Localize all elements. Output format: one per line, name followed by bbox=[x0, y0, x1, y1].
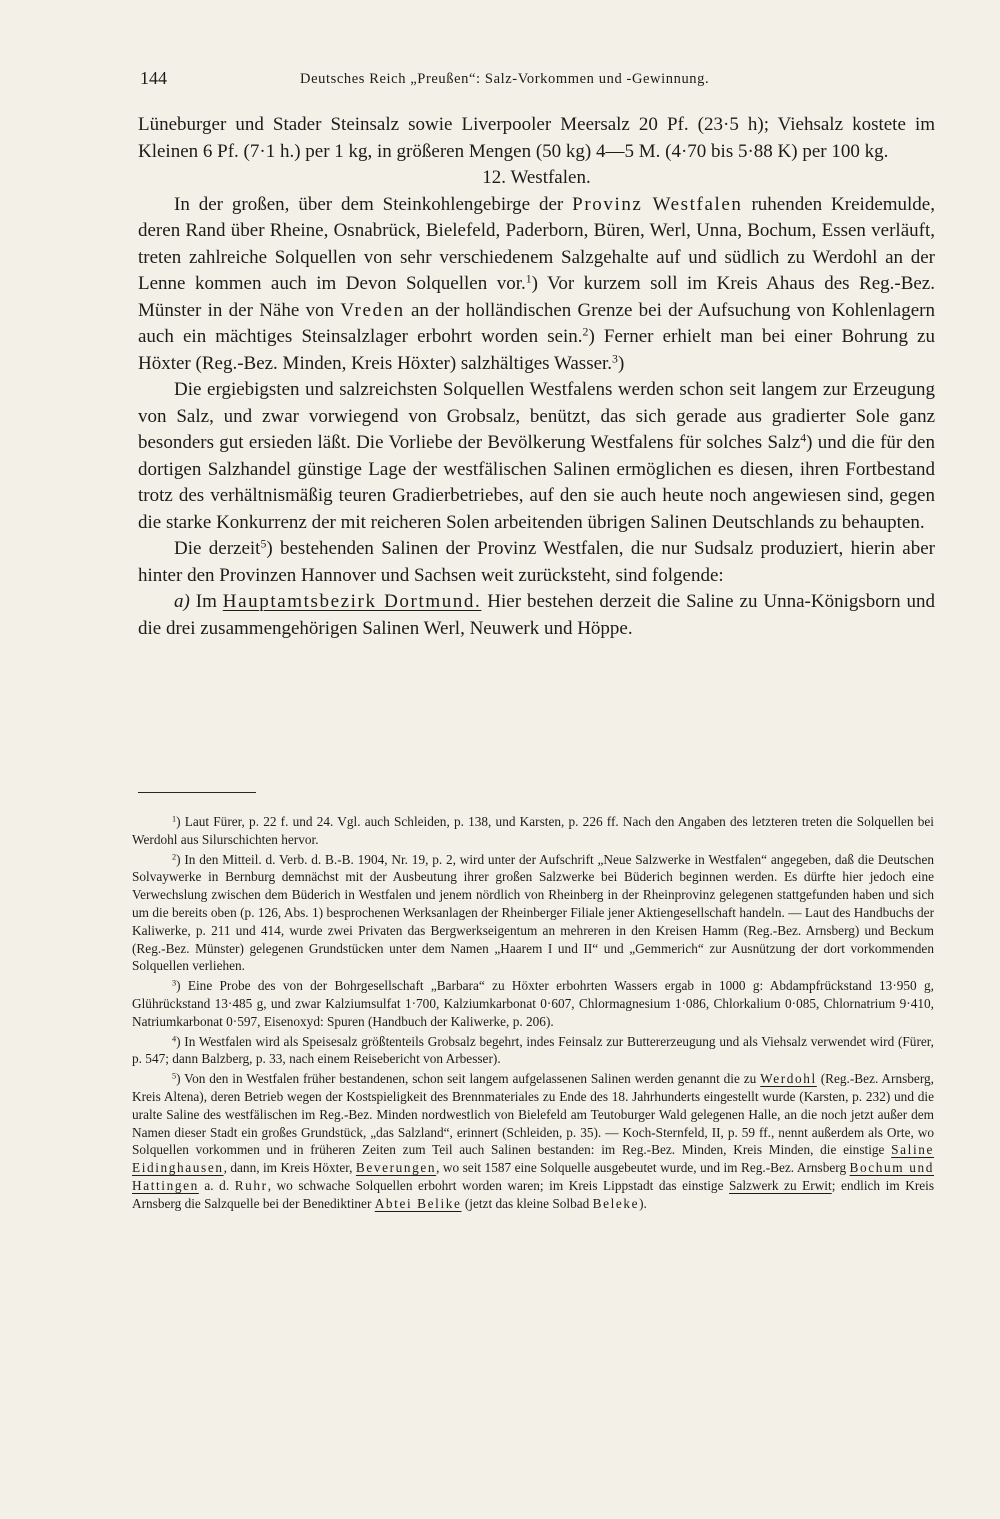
footnote-marker: 5 bbox=[172, 1071, 177, 1081]
text-run: Die derzeit bbox=[174, 538, 261, 559]
spaced-term: Abtei Belike bbox=[374, 1195, 462, 1211]
paragraph-hauptamtsbezirk-dortmund bbox=[138, 589, 935, 642]
text-run: a. d. bbox=[198, 1177, 235, 1193]
spaced-term: Bochum und Hattingen bbox=[132, 1160, 935, 1193]
footnote-ref: 2 bbox=[582, 325, 589, 339]
spaced-term: Saline Eidinghausen bbox=[132, 1142, 934, 1176]
text-run: (jetzt das kleine Solbad bbox=[461, 1195, 593, 1211]
text-run: ) Vor kurzem soll im Kreis Ahaus des Reg.-Bez. Münster in der Nähe von bbox=[138, 273, 935, 321]
footnote-ref: 3 bbox=[612, 352, 618, 366]
footnotes bbox=[132, 813, 934, 1215]
footnote-4 bbox=[132, 1033, 934, 1069]
footnote-ref: 1 bbox=[525, 272, 532, 286]
footnote-text: ) In den Mitteil. d. Verb. d. B.-B. 1904, Nr. 19, p. 2, wird unter der Aufschrift „Neue Salzwerke in Westfalen“ angegeben, daß die Deutschen Solvaywerke in Bernburg demnächst mit der Ausbeutung ihrer großen Salzwerke bei Büderich beginnen werden. Es dürfte hier jedoch eine Verwechslung zwischen dem Büderich in Westfalen und jenem nördlich von Rheinberg in der Rheinprovinz gelegenen stattgefunden haben und sich um die bereits oben (p. 126, Abs. 1) besprochenen Werksanlagen der Rheinberger Filiale jener Aktiengesellschaft handeln. — Laut des Handbuchs der Kaliwerke, p. 211 und 414, wurde zwei Privaten das Bergwerkseigentum an mehreren in den Kreisen Hamm (Reg.-Bez. Arnsberg) und Beckum (Reg.-Bez. Münster) gelegenen Grundstücken unter dem Namen „Haarem I und II“ und „Gemmerich“ zur Ausnützung der dort vorkommenden Solquellen verliehen. bbox=[132, 851, 934, 974]
text-run: (Reg.-Bez. Arnsberg, Kreis Altena), deren Betrieb wegen der Kostspieligkeit des Brennmateriales zu Ende des 18. Jahrhunderts eingestellt wurde (Karsten, p. 232) und die uralte Saline des westfälischen im Reg.-Bez. Minden nordwestlich von Bielefeld am Teutoburger Wald gelegenen Halle, an die noch jetzt außer dem Namen dieser Stadt ein großes Grundstück, „das Salzland“, erinnert (Schleiden, p. 35). — Koch-Sternfeld, II, p. 59 ff., nennt außerdem als Orte, wo Solquellen vorkommen und in früheren Zeiten zum Teil auch Salinen bestanden: im Reg.-Bez. Minden, Kreis Minden, die einstige bbox=[132, 1071, 934, 1158]
page-number: 144 bbox=[140, 68, 167, 88]
running-head: Deutsches Reich „Preußen“: Salz-Vorkommen und -Gewinnung. bbox=[300, 71, 710, 87]
spaced-term: Vreden bbox=[340, 299, 405, 321]
text-run: ruhenden Kreidemulde, deren Rand über Rheine, Osnabrück, Bielefeld, Paderborn, Büren, Werl, Unna, Bochum, Essen verläuft, treten zahlreiche Solquellen von sehr verschiedenem Salzgehalte auf und südlich zu Werdohl an der Lenne kommen auch im Devon Solquellen vor. bbox=[138, 193, 935, 294]
text-run: ) und die für den dortigen Salzhandel günstige Lage der westfälischen Salinen ermöglichen es diesen, ihren Fortbestand trotz des verhältnismäßig teuren Gradierbetriebes, auf den sie auch heute noch angewiesen sind, gegen die starke Konkurrenz der mit reicheren Solen arbeitenden übrigen Salinen Deutschlands zu behaupten. bbox=[138, 432, 935, 533]
footnote-1 bbox=[132, 813, 934, 849]
text-run: , wo schwache Solquellen erbohrt worden waren; im Kreis Lippstadt das einstige bbox=[267, 1177, 730, 1193]
footnote-text: ) Laut Fürer, p. 22 f. und 24. Vgl. auch Schleiden, p. 138, und Karsten, p. 226 ff. Nach den Angaben des letzteren treten die Solquellen bei Werdohl aus Silurschichten hervor. bbox=[132, 814, 934, 847]
paragraph-ergiebigste-solquellen bbox=[138, 377, 935, 536]
footnote-5 bbox=[132, 1070, 934, 1212]
text-run: Im bbox=[189, 591, 223, 612]
text-run: , dann, im Kreis Höxter, bbox=[223, 1160, 356, 1176]
spaced-term: Hauptamtsbezirk Dortmund. bbox=[222, 591, 482, 612]
text-run: ) Ferner erhielt man bei einer Bohrung zu Höxter (Reg.-Bez. Minden, Kreis Höxter) salzhältiges Wasser. bbox=[138, 326, 935, 374]
text-run: ) Von den in Westfalen früher bestandenen, schon seit langem aufgelassenen Salinen werden genannt die zu bbox=[176, 1071, 761, 1087]
spaced-term: Beverungen bbox=[355, 1160, 437, 1176]
text-run: an der holländischen Grenze bei der Aufsuchung von Kohlenlagern auch ein mächtiges Steinsalzlager erbohrt worden sein. bbox=[138, 299, 935, 347]
footnote-marker: 1 bbox=[172, 814, 177, 824]
footnote-marker: 3 bbox=[172, 978, 177, 988]
footnote-text: ) In Westfalen wird als Speisesalz größtenteils Grobsalz begehrt, indes Feinsalz zur Buttererzeugung und als Viehsalz verwendet wird (Fürer, p. 547; dann Balzberg, p. 33, nach einem Reisebericht von Arbesser). bbox=[132, 1033, 934, 1067]
page-header bbox=[140, 68, 940, 92]
text-run: ) bbox=[617, 352, 625, 374]
text-run: ; endlich im Kreis Arnsberg die Salzquelle bei der Benediktiner bbox=[132, 1177, 935, 1211]
text-run: ) bestehenden Salinen der Provinz Westfalen, die nur Sudsalz produziert, hierin aber hinter den Provinzen Hannover und Sachsen weit zurücksteht, sind folgende: bbox=[138, 538, 935, 586]
spaced-term: Werdohl bbox=[760, 1071, 817, 1087]
footnote-text: ) Eine Probe des von der Bohrgesellschaft „Barbara“ zu Höxter erbohrten Wassers ergab in 1000 g: Abdampfrückstand 13·950 g, Glührückstand 13·485 g, und zwar Kalziumsulfat 1·700, Kalziumkarbonat 0·607, Chlormagnesium 1·086, Chlorkalium 0·085, Chlornatrium 9·410, Natriumkarbonat 0·597, Eisenoxyd: Spuren (Handbuch der Kaliwerke, p. 206). bbox=[132, 978, 934, 1029]
footnote-marker: 4 bbox=[172, 1034, 177, 1044]
paragraph-westfalen-solquellen bbox=[138, 192, 935, 378]
footnote-divider bbox=[138, 792, 256, 793]
main-text bbox=[138, 112, 935, 642]
underlined-term: Salzwerk zu Erwit bbox=[729, 1177, 832, 1193]
intro-paragraph: Lüneburger und Stader Steinsalz sowie Liverpooler Meersalz 20 Pf. (23·5 h); Viehsalz kostete im Kleinen 6 Pf. (7·1 h.) per 1 kg, in größeren Mengen (50 kg) 4—5 M. (4·70 bis 5·88 K) per 100 kg. bbox=[138, 114, 935, 162]
paragraph-bestehende-salinen bbox=[138, 536, 935, 589]
text-run: Hier bestehen derzeit die Saline zu Unna-Königsborn und die drei zusammengehörigen Salinen Werl, Neuwerk und Höppe. bbox=[138, 591, 935, 639]
text-run: , wo seit 1587 eine Solquelle ausgebeutet wurde, und im Reg.-Bez. Arnsberg bbox=[436, 1160, 850, 1176]
section-heading: 12. Westfalen. bbox=[482, 167, 591, 188]
footnote-ref: 5 bbox=[260, 537, 267, 551]
list-marker: a) bbox=[174, 591, 190, 612]
text-run: Die ergiebigsten und salzreichsten Solquellen Westfalens werden schon seit langem zur Erzeugung von Salz, und zwar vorwiegend von Grobsalz, benützt, das sich gerade aus gradierter Sole ganz besonders gut ersieden läßt. Die Vorliebe der Bevölkerung Westfalens für solches Salz bbox=[138, 379, 935, 453]
footnote-3 bbox=[132, 977, 934, 1030]
footnote-2 bbox=[132, 851, 934, 976]
spaced-term: Beleke bbox=[592, 1195, 640, 1211]
footnote-marker: 2 bbox=[172, 852, 177, 862]
footnote-ref: 4 bbox=[800, 431, 807, 445]
spaced-term: Provinz Westfalen bbox=[572, 193, 743, 215]
text-run: ). bbox=[639, 1195, 647, 1211]
spaced-term: Ruhr bbox=[234, 1177, 268, 1193]
text-run: In der großen, über dem Steinkohlengebirge der bbox=[174, 193, 573, 215]
